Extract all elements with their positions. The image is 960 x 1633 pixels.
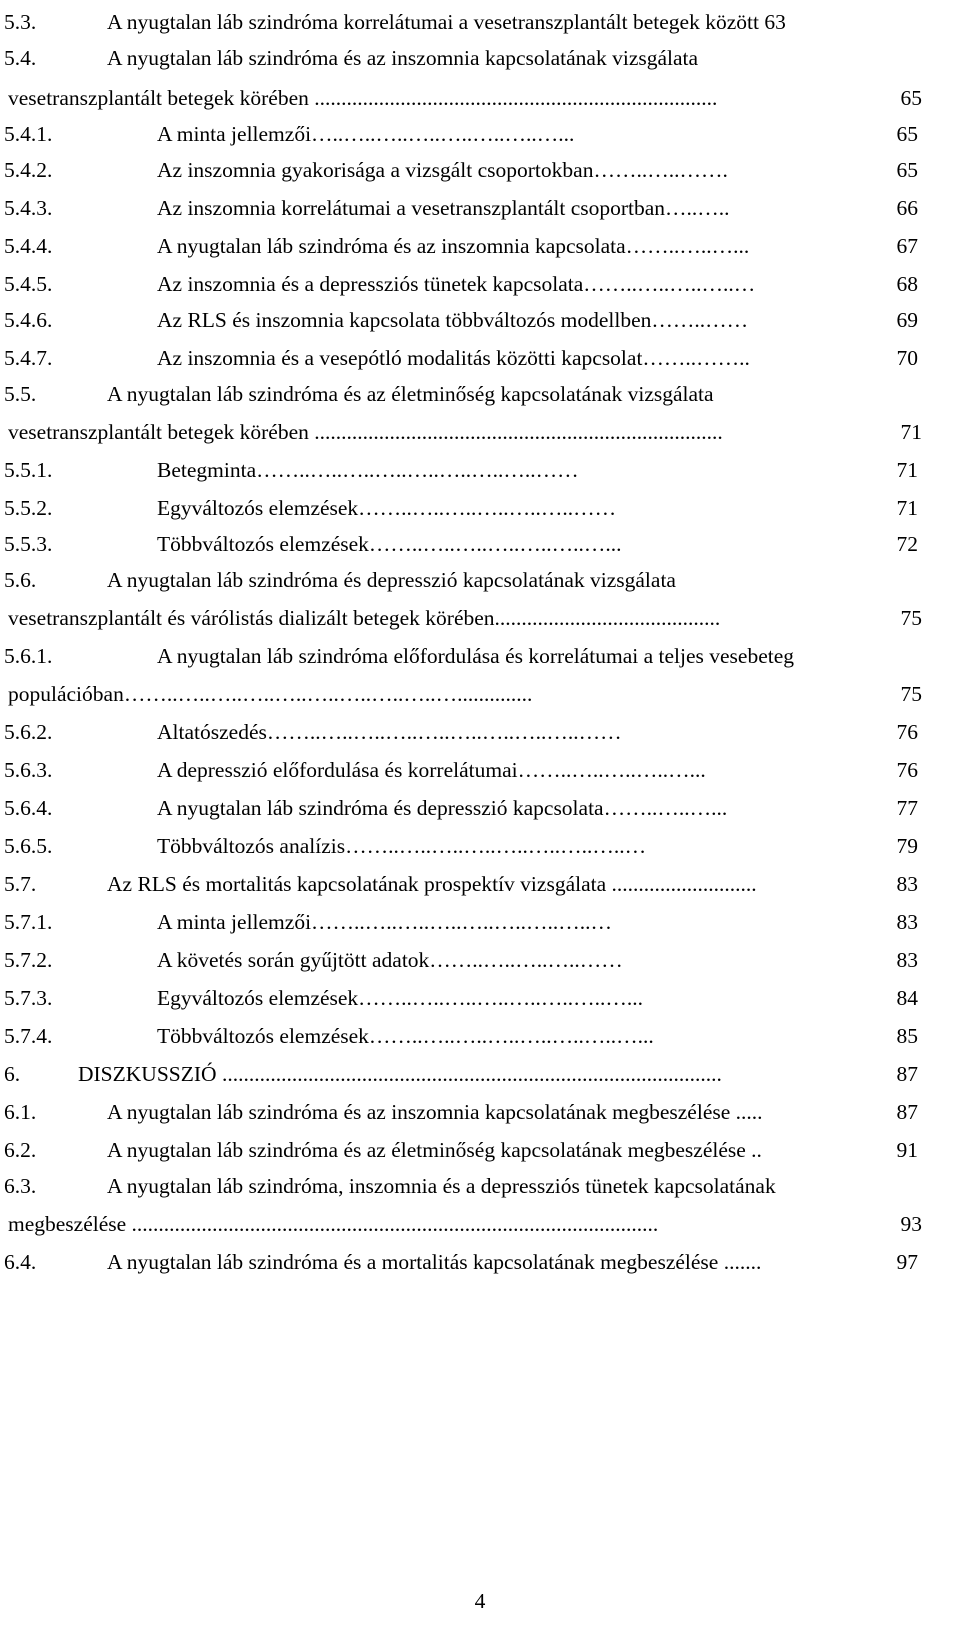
page-number: 4 xyxy=(474,1589,486,1613)
toc-entry-number: 5.4.1. xyxy=(4,122,53,146)
toc-entry-number: 5.4.2. xyxy=(4,158,53,182)
toc-entry[interactable] xyxy=(4,674,960,714)
toc-entry-page: 87 xyxy=(896,1100,918,1124)
toc-entry-number: 5.7. xyxy=(4,872,37,896)
toc-entry-page: 76 xyxy=(896,720,918,744)
toc-entry[interactable] xyxy=(0,940,960,980)
toc-entry-number: 5.7.4. xyxy=(4,1024,53,1048)
toc-entry-title: Az inszomnia és a depressziós tünetek kapcsolata……..…..…..…..… xyxy=(157,272,756,296)
toc-entry-number: 5.5.2. xyxy=(4,496,53,520)
toc-entry-number: 6.4. xyxy=(4,1250,37,1274)
toc-entry[interactable] xyxy=(0,300,960,340)
toc-entry[interactable] xyxy=(0,750,960,790)
toc-entry-number: 5.4.5. xyxy=(4,272,53,296)
toc-entry[interactable] xyxy=(4,1204,960,1244)
toc-entry-page: 93 xyxy=(900,1212,922,1236)
toc-entry-title: A nyugtalan láb szindróma korrelátumai a vesetranszplantált betegek között 63 xyxy=(107,10,786,34)
toc-entry[interactable] xyxy=(0,374,960,414)
toc-entry-page: 70 xyxy=(896,346,918,370)
toc-entry-number: 5.6.3. xyxy=(4,758,53,782)
toc-entry-page: 68 xyxy=(896,272,918,296)
toc-entry-number: 5.6.4. xyxy=(4,796,53,820)
toc-entry[interactable] xyxy=(0,450,960,490)
toc-entry-page: 79 xyxy=(896,834,918,858)
toc-entry-title: Az RLS és mortalitás kapcsolatának prospektív vizsgálata ........................... xyxy=(107,872,757,896)
toc-entry[interactable] xyxy=(0,1130,960,1170)
toc-entry-number: 5.5.1. xyxy=(4,458,53,482)
toc-entry-title: A nyugtalan láb szindróma és az életminőség kapcsolatának vizsgálata xyxy=(107,382,714,406)
toc-entry-title: A nyugtalan láb szindróma és az inszomnia kapcsolata……..…..…... xyxy=(157,234,750,258)
toc-entry-title: Többváltozós elemzések……..…..…..…..…..…..…... xyxy=(157,532,622,556)
toc-entry-number: 5.4.3. xyxy=(4,196,53,220)
toc-entry[interactable] xyxy=(0,264,960,304)
toc-entry-page: 66 xyxy=(896,196,918,220)
toc-entry[interactable] xyxy=(0,1016,960,1056)
toc-entry-page: 83 xyxy=(896,948,918,972)
toc-entry[interactable] xyxy=(0,2,960,42)
toc-entry-number: 5.7.1. xyxy=(4,910,53,934)
toc-entry-title: Egyváltozós elemzések……..…..…..…..…..…..…… xyxy=(157,496,617,520)
toc-entry-number: 5.4.4. xyxy=(4,234,53,258)
toc-entry[interactable] xyxy=(0,226,960,266)
toc-entry-title: vesetranszplantált betegek körében ............................................................................ xyxy=(8,420,723,444)
toc-entry[interactable] xyxy=(0,560,960,600)
toc-entry-title: Többváltozós elemzések……..…..…..…..…..…..…..…... xyxy=(157,1024,654,1048)
toc-entry-number: 5.6.5. xyxy=(4,834,53,858)
toc-entry-page: 71 xyxy=(896,458,918,482)
toc-entry[interactable] xyxy=(4,412,960,452)
toc-entry-number: 5.5. xyxy=(4,382,37,406)
toc-entry-number: 5.6.2. xyxy=(4,720,53,744)
toc-entry-title: megbeszélése .................................................................................................. xyxy=(8,1212,659,1236)
toc-entry[interactable] xyxy=(0,38,960,78)
toc-entry-page: 65 xyxy=(896,158,918,182)
toc-entry[interactable] xyxy=(0,636,960,676)
toc-entry-page: 72 xyxy=(896,532,918,556)
toc-entry[interactable] xyxy=(0,1054,960,1094)
toc-entry-title: A nyugtalan láb szindróma és az életminőség kapcsolatának megbeszélése .. xyxy=(107,1138,762,1162)
toc-entry[interactable] xyxy=(0,864,960,904)
toc-entry-number: 5.4.6. xyxy=(4,308,53,332)
toc-entry-title: Egyváltozós elemzések……..…..…..…..…..…..…..…... xyxy=(157,986,644,1010)
toc-entry[interactable] xyxy=(0,826,960,866)
toc-entry[interactable] xyxy=(0,788,960,828)
toc-entry-page: 85 xyxy=(896,1024,918,1048)
toc-entry[interactable] xyxy=(0,114,960,154)
toc-entry-number: 5.7.2. xyxy=(4,948,53,972)
toc-entry-title: A nyugtalan láb szindróma és az inszomnia kapcsolatának vizsgálata xyxy=(107,46,699,70)
toc-entry-page: 71 xyxy=(896,496,918,520)
toc-entry-page: 84 xyxy=(896,986,918,1010)
toc-entry-page: 83 xyxy=(896,910,918,934)
toc-entry-page: 75 xyxy=(900,682,922,706)
toc-entry-page: 77 xyxy=(896,796,918,820)
toc-entry-title: A nyugtalan láb szindróma előfordulása és korrelátumai a teljes vesebeteg xyxy=(157,644,795,668)
toc-entry-number: 6. xyxy=(4,1062,21,1086)
toc-entry-page: 75 xyxy=(900,606,922,630)
toc-entry[interactable] xyxy=(0,188,960,228)
toc-entry-title: Az inszomnia és a vesepótló modalitás közötti kapcsolat……..…….. xyxy=(157,346,750,370)
toc-entry-number: 5.6. xyxy=(4,568,37,592)
toc-entry-number: 6.3. xyxy=(4,1174,37,1198)
toc-entry-title: Altatószedés……..…..…..…..…..…..…..…..…..…… xyxy=(157,720,622,744)
toc-entry[interactable] xyxy=(0,524,960,564)
toc-entry-title: A nyugtalan láb szindróma és a mortalitás kapcsolatának megbeszélése ....... xyxy=(107,1250,762,1274)
toc-entry-page: 65 xyxy=(896,122,918,146)
toc-entry[interactable] xyxy=(0,488,960,528)
toc-entry-title: A nyugtalan láb szindróma, inszomnia és a depressziós tünetek kapcsolatának xyxy=(107,1174,776,1198)
toc-entry-page: 87 xyxy=(896,1062,918,1086)
toc-entry[interactable] xyxy=(4,598,960,638)
toc-entry-number: 6.1. xyxy=(4,1100,37,1124)
toc-entry-title: Az inszomnia gyakorisága a vizsgált csoportokban……..…..……. xyxy=(157,158,728,182)
toc-entry-title: A depresszió előfordulása és korrelátumai……..…..…..…..…... xyxy=(157,758,706,782)
toc-entry-number: 5.7.3. xyxy=(4,986,53,1010)
toc-entry-page: 91 xyxy=(896,1138,918,1162)
toc-entry-title: A nyugtalan láb szindróma és depresszió kapcsolatának vizsgálata xyxy=(107,568,676,592)
toc-entry-number: 5.5.3. xyxy=(4,532,53,556)
toc-entry-title: A minta jellemzői…..…..…..…..…..…..…..…... xyxy=(157,122,575,146)
toc-entry-number: 5.6.1. xyxy=(4,644,53,668)
toc-entry-title: A követés során gyűjtött adatok……..…..…..…..…… xyxy=(157,948,623,972)
toc-entry-title: A minta jellemzői……..…..…..…..…..…..…..…..… xyxy=(157,910,613,934)
toc-entry-title: Betegminta……..…..…..…..…..…..…..…..…… xyxy=(157,458,579,482)
toc-entry-page: 76 xyxy=(896,758,918,782)
toc-entry-page: 71 xyxy=(900,420,922,444)
toc-entry[interactable] xyxy=(0,1242,960,1282)
toc-entry-title: DISZKUSSZIÓ ............................................................................................. xyxy=(78,1062,722,1086)
toc-entry-title: populációban……..…..…..…..…..…..…..…..…..….............. xyxy=(8,682,533,706)
toc-entry-title: A nyugtalan láb szindróma és az inszomnia kapcsolatának megbeszélése ..... xyxy=(107,1100,763,1124)
toc-entry-title: Többváltozós analízis……..…..…..…..…..…..…..…..… xyxy=(157,834,647,858)
toc-entry-title: vesetranszplantált betegek körében ........................................................................... xyxy=(8,86,718,110)
toc-entry-number: 5.4.7. xyxy=(4,346,53,370)
toc-entry-number: 5.3. xyxy=(4,10,37,34)
toc-entry[interactable] xyxy=(0,978,960,1018)
toc-entry[interactable] xyxy=(0,1166,960,1206)
toc-entry-title: Az inszomnia korrelátumai a vesetranszplantált csoportban…..….. xyxy=(157,196,730,220)
toc-entry[interactable] xyxy=(4,78,960,118)
toc-entry[interactable] xyxy=(0,902,960,942)
toc-entry[interactable] xyxy=(0,338,960,378)
toc-entry-page: 83 xyxy=(896,872,918,896)
toc-entry-title: Az RLS és inszomnia kapcsolata többváltozós modellben……..…… xyxy=(157,308,749,332)
toc-entry-title: vesetranszplantált és várólistás dializált betegek körében.......................................... xyxy=(8,606,721,630)
toc-entry[interactable] xyxy=(0,712,960,752)
toc-entry[interactable] xyxy=(0,1092,960,1132)
toc-entry-page: 67 xyxy=(896,234,918,258)
toc-entry-page: 65 xyxy=(900,86,922,110)
toc-entry-title: A nyugtalan láb szindróma és depresszió kapcsolata……..…..…... xyxy=(157,796,728,820)
toc-entry-number: 6.2. xyxy=(4,1138,37,1162)
toc-entry-page: 69 xyxy=(896,308,918,332)
toc-entry-number: 5.4. xyxy=(4,46,37,70)
toc-entry[interactable] xyxy=(0,150,960,190)
toc-entry-page: 97 xyxy=(896,1250,918,1274)
